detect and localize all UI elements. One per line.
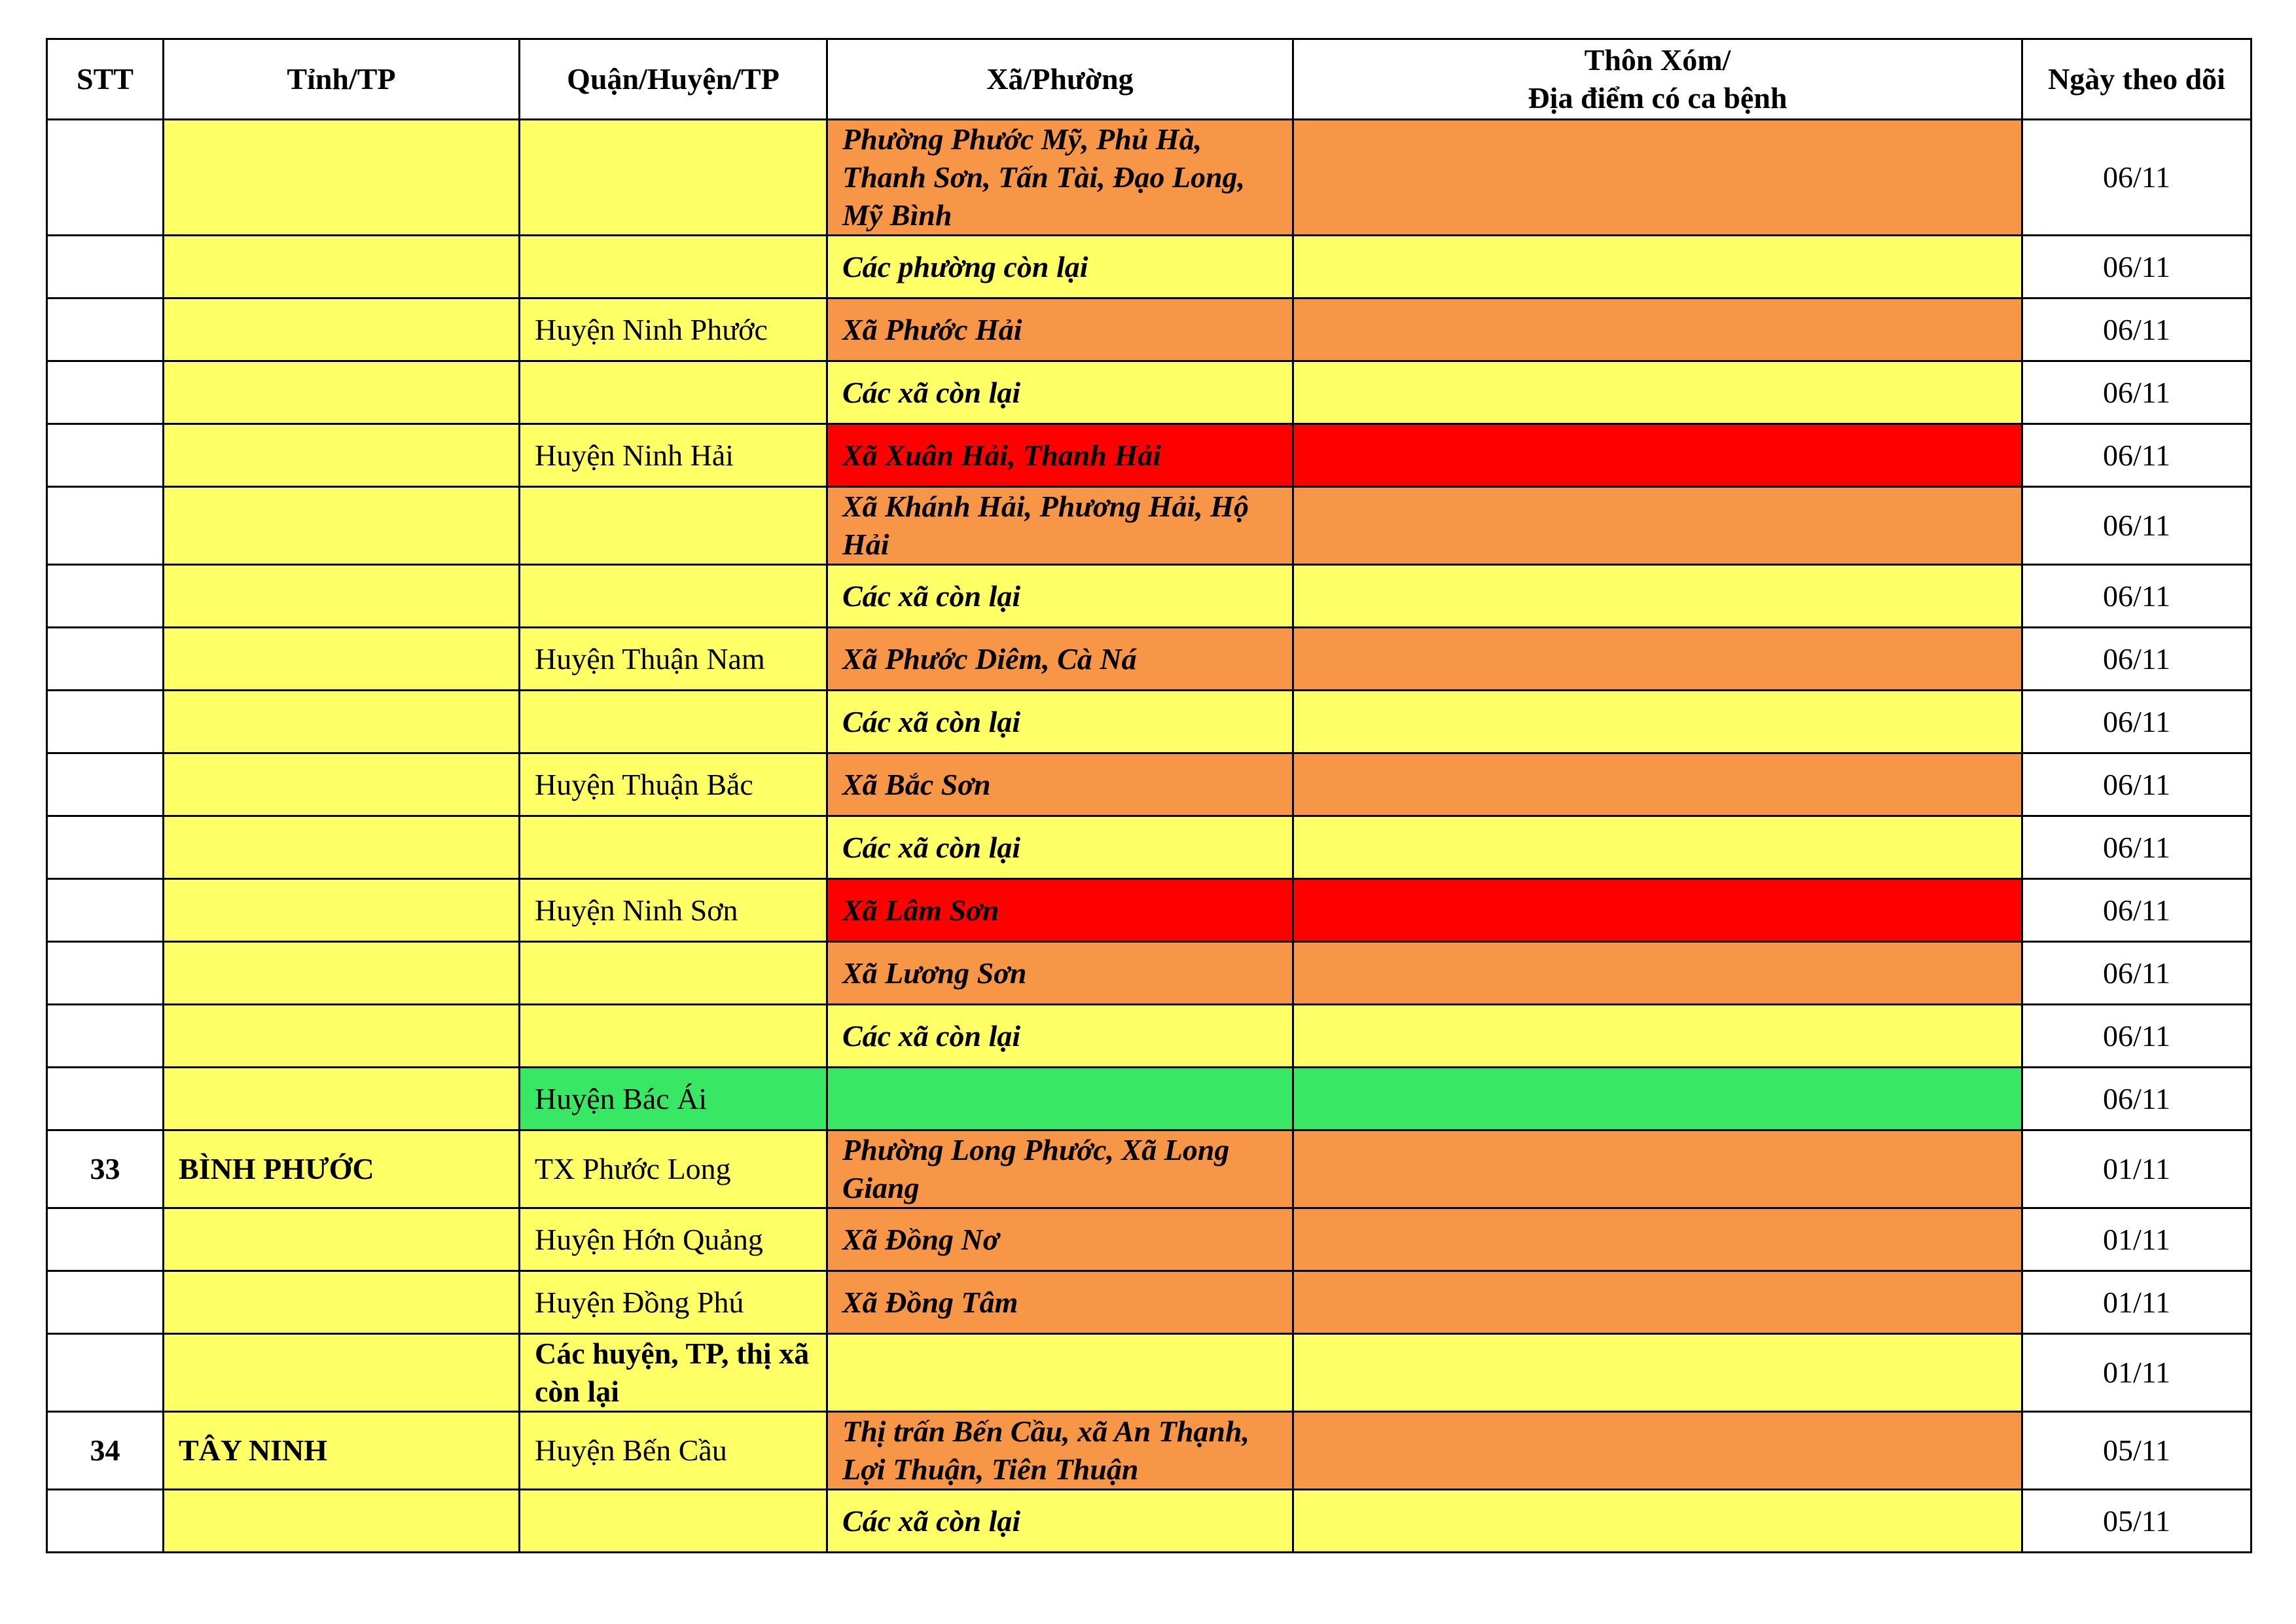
row-province <box>164 298 520 361</box>
row-district: Huyện Thuận Bắc <box>520 753 827 816</box>
row-province <box>164 565 520 628</box>
row-district <box>520 236 827 298</box>
row-location <box>1293 1005 2022 1068</box>
row-date: 01/11 <box>2022 1208 2251 1271</box>
row-date: 06/11 <box>2022 1005 2251 1068</box>
row-stt <box>47 1271 164 1334</box>
row-province <box>164 236 520 298</box>
row-location <box>1293 1334 2022 1412</box>
row-location <box>1293 1412 2022 1490</box>
row-location <box>1293 879 2022 942</box>
table-row <box>47 487 2251 565</box>
table-row <box>47 424 2251 487</box>
row-district <box>520 691 827 753</box>
row-province <box>164 691 520 753</box>
row-date: 01/11 <box>2022 1271 2251 1334</box>
row-location <box>1293 942 2022 1005</box>
row-district <box>520 1005 827 1068</box>
row-district <box>520 816 827 879</box>
row-location <box>1293 298 2022 361</box>
row-commune <box>827 1334 1293 1412</box>
row-stt <box>47 487 164 565</box>
row-stt <box>47 236 164 298</box>
row-commune: Xã Đồng Tâm <box>827 1271 1293 1334</box>
covid-risk-table <box>46 38 2252 1553</box>
row-district: Huyện Bác Ái <box>520 1068 827 1130</box>
row-date: 05/11 <box>2022 1412 2251 1490</box>
row-province: BÌNH PHƯỚC <box>164 1130 520 1208</box>
row-district: Huyện Bến Cầu <box>520 1412 827 1490</box>
row-date: 06/11 <box>2022 1068 2251 1130</box>
row-location <box>1293 236 2022 298</box>
table-row <box>47 1068 2251 1130</box>
header-location-line2: Địa điểm có ca bệnh <box>1528 81 1787 115</box>
row-date: 06/11 <box>2022 816 2251 879</box>
row-stt <box>47 1334 164 1412</box>
row-commune: Xã Khánh Hải, Phương Hải, Hộ Hải <box>827 487 1293 565</box>
row-district <box>520 565 827 628</box>
row-location <box>1293 691 2022 753</box>
row-date: 06/11 <box>2022 236 2251 298</box>
row-commune: Xã Phước Hải <box>827 298 1293 361</box>
row-stt <box>47 879 164 942</box>
row-stt <box>47 942 164 1005</box>
row-commune: Các phường còn lại <box>827 236 1293 298</box>
row-date: 01/11 <box>2022 1130 2251 1208</box>
header-row <box>47 39 2251 120</box>
row-commune: Xã Bắc Sơn <box>827 753 1293 816</box>
row-date: 06/11 <box>2022 753 2251 816</box>
row-district: Huyện Đồng Phú <box>520 1271 827 1334</box>
row-district: TX Phước Long <box>520 1130 827 1208</box>
row-stt <box>47 1068 164 1130</box>
row-location <box>1293 120 2022 236</box>
table-row <box>47 1412 2251 1490</box>
row-stt <box>47 753 164 816</box>
row-location <box>1293 816 2022 879</box>
row-date: 06/11 <box>2022 565 2251 628</box>
table-row <box>47 1130 2251 1208</box>
row-district: Huyện Ninh Hải <box>520 424 827 487</box>
row-stt <box>47 565 164 628</box>
row-location <box>1293 1208 2022 1271</box>
row-district <box>520 120 827 236</box>
table-row <box>47 628 2251 691</box>
table-row <box>47 361 2251 424</box>
row-location <box>1293 753 2022 816</box>
table-row <box>47 753 2251 816</box>
row-commune: Phường Long Phước, Xã Long Giang <box>827 1130 1293 1208</box>
row-province <box>164 753 520 816</box>
header-date: Ngày theo dõi <box>2022 39 2251 120</box>
row-commune: Các xã còn lại <box>827 565 1293 628</box>
row-location <box>1293 1068 2022 1130</box>
row-commune: Xã Lâm Sơn <box>827 879 1293 942</box>
row-province <box>164 361 520 424</box>
row-location <box>1293 361 2022 424</box>
row-commune: Các xã còn lại <box>827 1005 1293 1068</box>
table-row <box>47 1271 2251 1334</box>
row-district: Các huyện, TP, thị xã còn lại <box>520 1334 827 1412</box>
row-district <box>520 942 827 1005</box>
table-row <box>47 816 2251 879</box>
row-date: 06/11 <box>2022 628 2251 691</box>
table-row <box>47 236 2251 298</box>
row-location <box>1293 424 2022 487</box>
row-date: 05/11 <box>2022 1490 2251 1553</box>
row-location <box>1293 1130 2022 1208</box>
row-location <box>1293 565 2022 628</box>
row-stt <box>47 1490 164 1553</box>
row-stt <box>47 361 164 424</box>
row-stt <box>47 691 164 753</box>
header-commune: Xã/Phường <box>827 39 1293 120</box>
row-province <box>164 487 520 565</box>
row-commune: Xã Đồng Nơ <box>827 1208 1293 1271</box>
row-commune <box>827 1068 1293 1130</box>
row-commune: Xã Lương Sơn <box>827 942 1293 1005</box>
row-date: 06/11 <box>2022 120 2251 236</box>
row-district: Huyện Ninh Sơn <box>520 879 827 942</box>
row-location <box>1293 1490 2022 1553</box>
table-row <box>47 298 2251 361</box>
row-district <box>520 361 827 424</box>
row-commune: Xã Xuân Hải, Thanh Hải <box>827 424 1293 487</box>
row-commune: Các xã còn lại <box>827 361 1293 424</box>
table-row <box>47 1490 2251 1553</box>
row-province <box>164 816 520 879</box>
table-row <box>47 942 2251 1005</box>
row-location <box>1293 1271 2022 1334</box>
row-province <box>164 628 520 691</box>
row-district <box>520 1490 827 1553</box>
row-province <box>164 1334 520 1412</box>
row-date: 06/11 <box>2022 879 2251 942</box>
table-row <box>47 1334 2251 1412</box>
row-province <box>164 942 520 1005</box>
table-row <box>47 1208 2251 1271</box>
row-district: Huyện Thuận Nam <box>520 628 827 691</box>
table-row <box>47 879 2251 942</box>
row-commune: Thị trấn Bến Cầu, xã An Thạnh, Lợi Thuận, Tiên Thuận <box>827 1412 1293 1490</box>
row-province <box>164 120 520 236</box>
row-commune: Các xã còn lại <box>827 816 1293 879</box>
row-stt <box>47 816 164 879</box>
table-body <box>47 120 2251 1553</box>
row-stt <box>47 628 164 691</box>
row-date: 06/11 <box>2022 424 2251 487</box>
header-location-line1: Thôn Xóm/ <box>1584 43 1731 77</box>
row-district <box>520 487 827 565</box>
table-row <box>47 565 2251 628</box>
header-location <box>1293 39 2022 120</box>
row-province <box>164 1490 520 1553</box>
header-district: Quận/Huyện/TP <box>520 39 827 120</box>
table-row <box>47 120 2251 236</box>
row-stt: 33 <box>47 1130 164 1208</box>
row-stt <box>47 120 164 236</box>
row-location <box>1293 628 2022 691</box>
row-province <box>164 879 520 942</box>
row-stt <box>47 1005 164 1068</box>
table-row <box>47 1005 2251 1068</box>
header-province: Tỉnh/TP <box>164 39 520 120</box>
row-date: 06/11 <box>2022 942 2251 1005</box>
row-stt <box>47 424 164 487</box>
row-location <box>1293 487 2022 565</box>
row-stt <box>47 298 164 361</box>
row-stt <box>47 1208 164 1271</box>
row-province <box>164 1271 520 1334</box>
row-date: 06/11 <box>2022 691 2251 753</box>
row-commune: Phường Phước Mỹ, Phủ Hà, Thanh Sơn, Tấn Tài, Đạo Long, Mỹ Bình <box>827 120 1293 236</box>
row-date: 01/11 <box>2022 1334 2251 1412</box>
row-district: Huyện Hớn Quảng <box>520 1208 827 1271</box>
row-commune: Xã Phước Diêm, Cà Ná <box>827 628 1293 691</box>
row-province <box>164 424 520 487</box>
row-date: 06/11 <box>2022 298 2251 361</box>
row-province <box>164 1068 520 1130</box>
row-date: 06/11 <box>2022 487 2251 565</box>
header-stt: STT <box>47 39 164 120</box>
row-date: 06/11 <box>2022 361 2251 424</box>
row-province <box>164 1208 520 1271</box>
row-province: TÂY NINH <box>164 1412 520 1490</box>
row-district: Huyện Ninh Phước <box>520 298 827 361</box>
table-row <box>47 691 2251 753</box>
row-commune: Các xã còn lại <box>827 1490 1293 1553</box>
row-stt: 34 <box>47 1412 164 1490</box>
row-commune: Các xã còn lại <box>827 691 1293 753</box>
row-province <box>164 1005 520 1068</box>
